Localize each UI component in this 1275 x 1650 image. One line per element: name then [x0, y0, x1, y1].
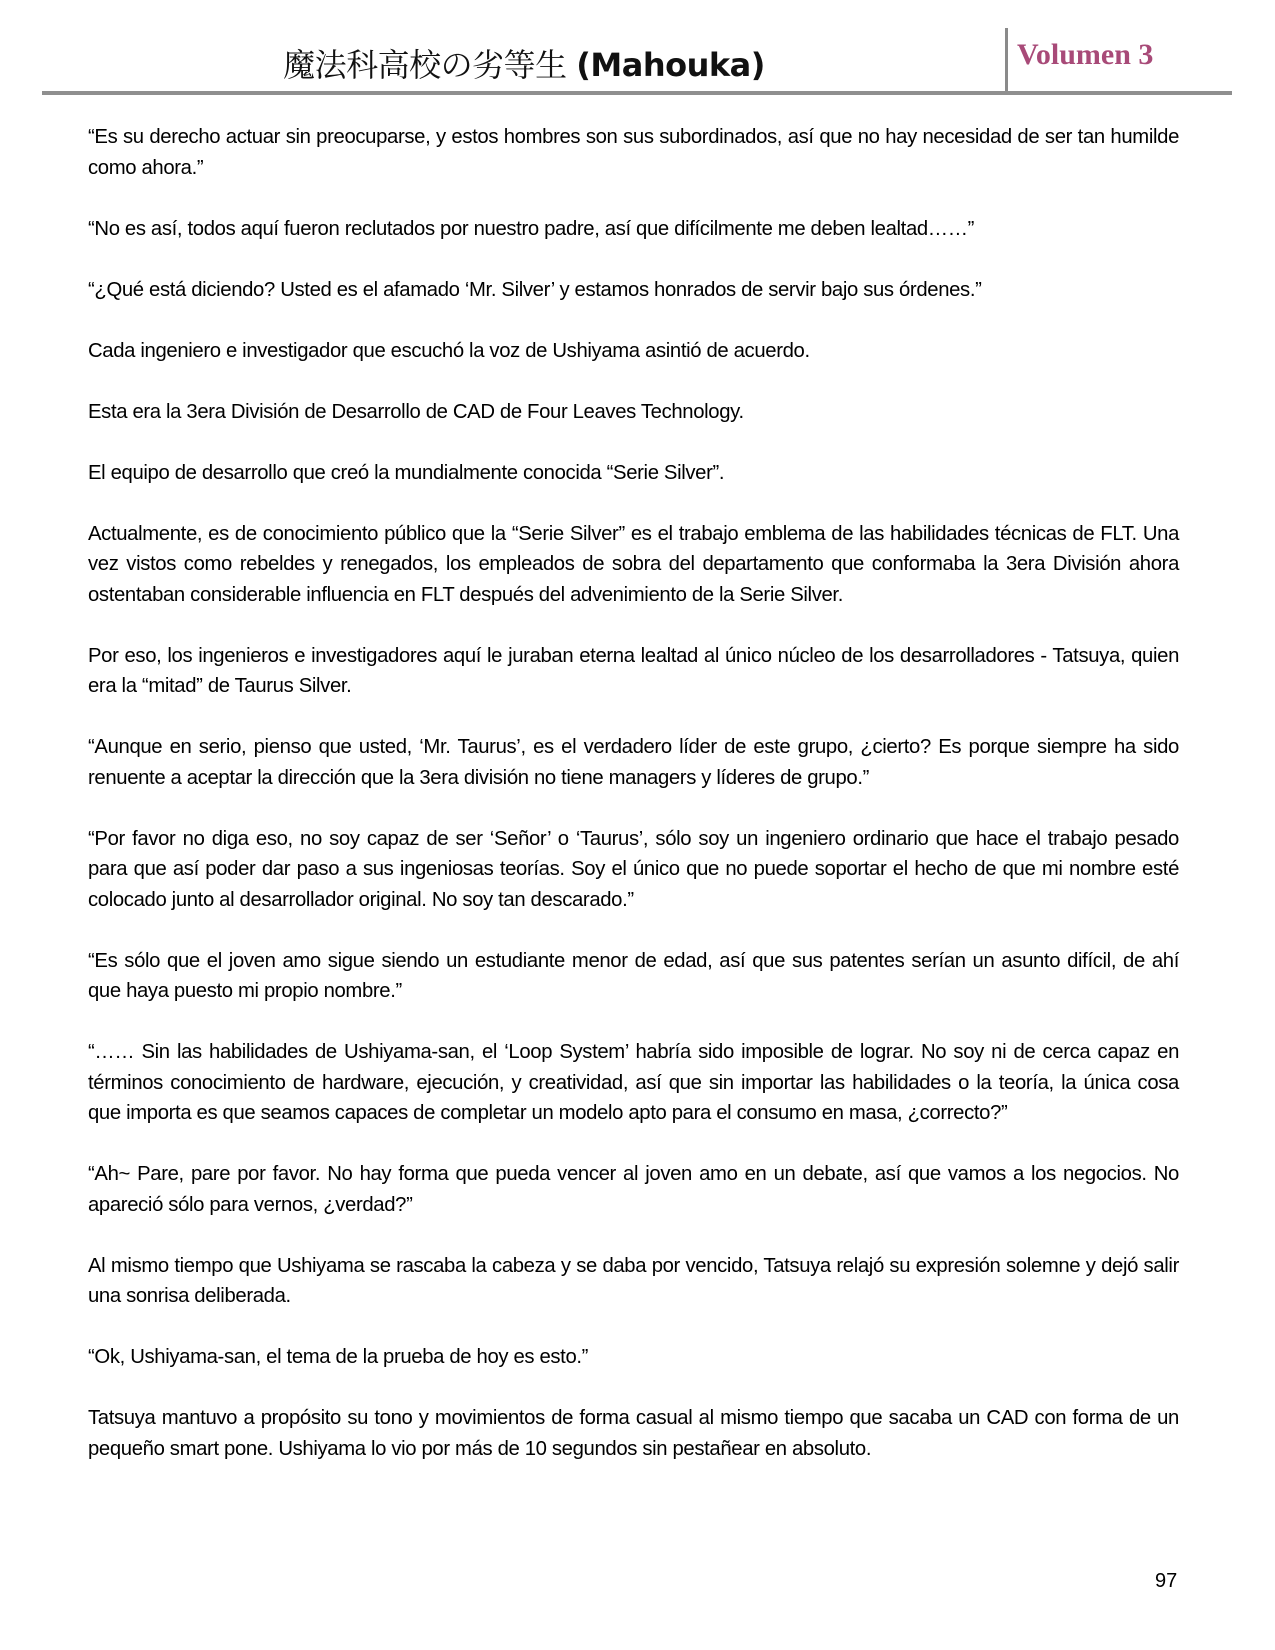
book-title-japanese: 魔法科高校の劣等生: [283, 46, 567, 84]
paragraph: “…… Sin las habilidades de Ushiyama-san, el ‘Loop System’ habría sido imposible de lograr. No soy ni de cerca capaz en términos conocimiento de hardware, ejecución, y creatividad, así que sin importar las habilidades o la teoría, la única cosa que importa es que seamos capaces de completar un modelo apto para el consumo en masa, ¿correcto?”: [88, 1041, 1179, 1124]
paragraph: Tatsuya mantuvo a propósito su tono y movimientos de forma casual al mismo tiempo que sacaba un CAD con forma de un pequeño smart pone. Ushiyama lo vio por más de 10 segundos sin pestañear en absoluto.: [88, 1407, 1179, 1460]
header-rule: [42, 91, 1232, 95]
header-divider: [1005, 28, 1008, 92]
book-title: [42, 40, 1006, 86]
paragraph: “Por favor no diga eso, no soy capaz de ser ‘Señor’ o ‘Taurus’, sólo soy un ingeniero ordinario que hace el trabajo pesado para que así poder dar paso a sus ingeniosas teorías. Soy el único que no puede soportar el hecho de que mi nombre esté colocado junto al desarrollador original. No soy tan descarado.”: [88, 827, 1179, 911]
paragraph: Por eso, los ingenieros e investigadores aquí le juraban eterna lealtad al único núcleo de los desarrolladores - Tatsuya, quien era la “mitad” de Taurus Silver.: [88, 644, 1179, 697]
page-number: 97: [1155, 1570, 1178, 1592]
paragraph: “Es su derecho actuar sin preocuparse, y estos hombres son sus subordinados, así que no hay necesidad de ser tan humilde como ahora.”: [88, 126, 1179, 179]
paragraph: “Ok, Ushiyama-san, el tema de la prueba de hoy es esto.”: [88, 1346, 589, 1368]
paragraph: Esta era la 3era División de Desarrollo de CAD de Four Leaves Technology.: [88, 400, 744, 423]
page-body: [88, 122, 1179, 1495]
volume-label: Volumen 3: [1017, 38, 1154, 71]
paragraph: “Ah~ Pare, pare por favor. No hay forma que pueda vencer al joven amo en un debate, así que vamos a los negocios. No apareció sólo para vernos, ¿verdad?”: [88, 1163, 1179, 1216]
paragraph: Actualmente, es de conocimiento público que la “Serie Silver” es el trabajo emblema de las habilidades técnicas de FLT. Una vez vistos como rebeldes y renegados, los empleados de sobra del departamento que conformaba la 3era División ahora ostentaban considerable influencia en FLT después del advenimiento de la Serie Silver.: [88, 522, 1179, 606]
paragraph: El equipo de desarrollo que creó la mundialmente conocida “Serie Silver”.: [88, 461, 725, 484]
paragraph: “Aunque en serio, pienso que usted, ‘Mr. Taurus’, es el verdadero líder de este grupo, ¿cierto? Es porque siempre ha sido renuente a aceptar la dirección que la 3era división no tiene managers y líderes de grupo.”: [88, 736, 1179, 789]
book-title-romaji: (Mahouka): [576, 46, 765, 84]
page-header: [42, 28, 1232, 94]
paragraph: “¿Qué está diciendo? Usted es el afamado ‘Mr. Silver’ y estamos honrados de servir bajo sus órdenes.”: [88, 278, 982, 301]
paragraph: “No es así, todos aquí fueron reclutados por nuestro padre, así que difícilmente me deben lealtad……”: [88, 217, 975, 240]
paragraph: “Es sólo que el joven amo sigue siendo un estudiante menor de edad, así que sus patentes serían un asunto difícil, de ahí que haya puesto mi propio nombre.”: [88, 949, 1179, 1002]
paragraph: Cada ingeniero e investigador que escuchó la voz de Ushiyama asintió de acuerdo.: [88, 339, 810, 362]
paragraph: Al mismo tiempo que Ushiyama se rascaba la cabeza y se daba por vencido, Tatsuya relajó su expresión solemne y dejó salir una sonrisa deliberada.: [88, 1254, 1179, 1307]
